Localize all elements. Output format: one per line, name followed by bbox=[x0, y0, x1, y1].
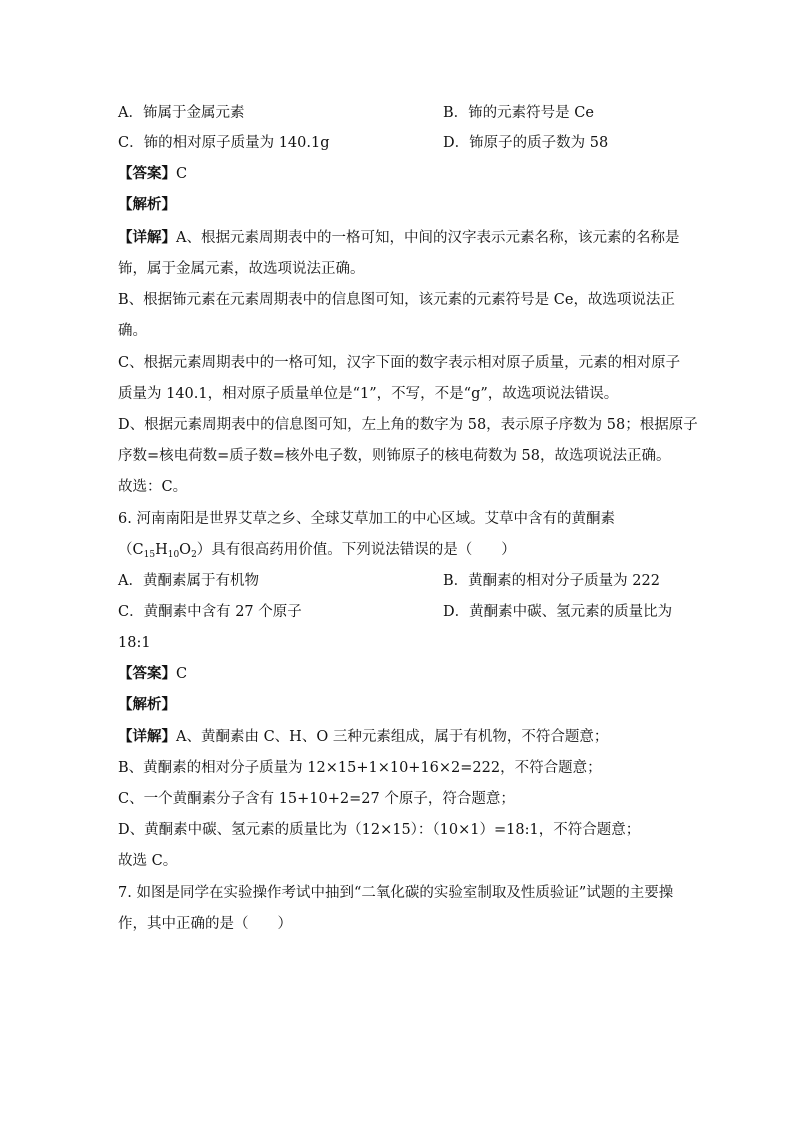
detail-tag: 【详解】 bbox=[118, 728, 176, 745]
subscript: 15 bbox=[143, 550, 156, 560]
q5-detail-line: B、根据钸元素在元素周期表中的信息图可知，该元素的元素符号是 Ce，故选项说法正 bbox=[118, 292, 675, 308]
q6-detail-line: C、一个黄酮素分子含有 15+10+2=27 个原子，符合题意； bbox=[118, 791, 515, 807]
q5-detail-line: D、根据元素周期表中的信息图可知，左上角的数字为 58，表示原子序数为 58；根据原子 bbox=[118, 417, 698, 433]
answer-tag: 【答案】 bbox=[118, 165, 176, 182]
formula-h: H bbox=[155, 542, 168, 558]
q5-detail-line: 确。 bbox=[118, 323, 147, 339]
q7-stem: 7. 如图是同学在实验操作考试中抽到“二氧化碳的实验室制取及性质验证”试题的主要操 bbox=[118, 885, 674, 901]
q6-option-a: A．黄酮素属于有机物 bbox=[118, 573, 259, 589]
q5-answer bbox=[118, 164, 187, 184]
formula-o: O bbox=[179, 542, 192, 558]
q6-conclusion: 故选 C。 bbox=[118, 853, 178, 869]
q6-option-d: D．黄酮素中碳、氢元素的质量比为 bbox=[443, 604, 673, 620]
subscript: 10 bbox=[167, 550, 180, 560]
q6-detail-line: D、黄酮素中碳、氢元素的质量比为（12×15）：（10×1）=18:1，不符合题意； bbox=[118, 822, 641, 838]
q5-option-d: D．钸原子的质子数为 58 bbox=[443, 135, 609, 151]
formula-open: （C bbox=[118, 542, 144, 558]
q6-stem: 6. 河南南阳是世界艾草之乡、全球艾草加工的中心区域。艾草中含有的黄酮素 bbox=[118, 511, 615, 527]
q6-answer bbox=[118, 664, 187, 684]
q5-detail-line: 质量为 140.1，相对原子质量单位是“1”，不写，不是“g”，故选项说法错误。 bbox=[118, 386, 619, 402]
q5-detail-line: 钸，属于金属元素，故选项说法正确。 bbox=[118, 261, 365, 277]
q5-conclusion: 故选：C。 bbox=[118, 479, 188, 495]
answer-tag: 【答案】 bbox=[118, 665, 176, 682]
answer-value: C bbox=[176, 666, 188, 682]
subscript: 2 bbox=[191, 550, 197, 560]
q6-option-c: C．黄酮素中含有 27 个原子 bbox=[118, 604, 302, 620]
q6-detail-line: B、黄酮素的相对分子质量为 12×15+1×10+16×2=222，不符合题意； bbox=[118, 760, 602, 776]
detail-tag: 【详解】 bbox=[118, 229, 176, 246]
q5-detail-line: 序数=核电荷数=质子数=核外电子数，则钸原子的核电荷数为 58，故选项说法正确。 bbox=[118, 448, 671, 464]
q5-analysis-tag: 【解析】 bbox=[118, 196, 176, 213]
detail-text: A、根据元素周期表中的一格可知，中间的汉字表示元素名称，该元素的名称是 bbox=[176, 230, 680, 246]
answer-value: C bbox=[176, 166, 188, 182]
detail-text: A、黄酮素由 C、H、O 三种元素组成，属于有机物，不符合题意； bbox=[176, 729, 609, 745]
q5-option-b: B．钸的元素符号是 Ce bbox=[443, 105, 594, 121]
q5-detail-line: C、根据元素周期表中的一格可知，汉字下面的数字表示相对原子质量，元素的相对原子 bbox=[118, 355, 681, 371]
q5-detail-line bbox=[118, 228, 679, 248]
q6-detail-line bbox=[118, 727, 608, 747]
q6-analysis-tag: 【解析】 bbox=[118, 696, 176, 713]
q6-option-d-cont: 18:1 bbox=[118, 635, 151, 651]
q5-option-c: C．钸的相对原子质量为 140.1g bbox=[118, 135, 330, 151]
q7-stem-cont: 作，其中正确的是（ ） bbox=[118, 916, 292, 932]
q6-stem-formula bbox=[118, 540, 516, 560]
q5-option-a: A．钸属于金属元素 bbox=[118, 105, 245, 121]
q6-option-b: B．黄酮素的相对分子质量为 222 bbox=[443, 573, 660, 589]
stem-rest: ）具有很高药用价值。下列说法错误的是（ ） bbox=[196, 542, 516, 558]
